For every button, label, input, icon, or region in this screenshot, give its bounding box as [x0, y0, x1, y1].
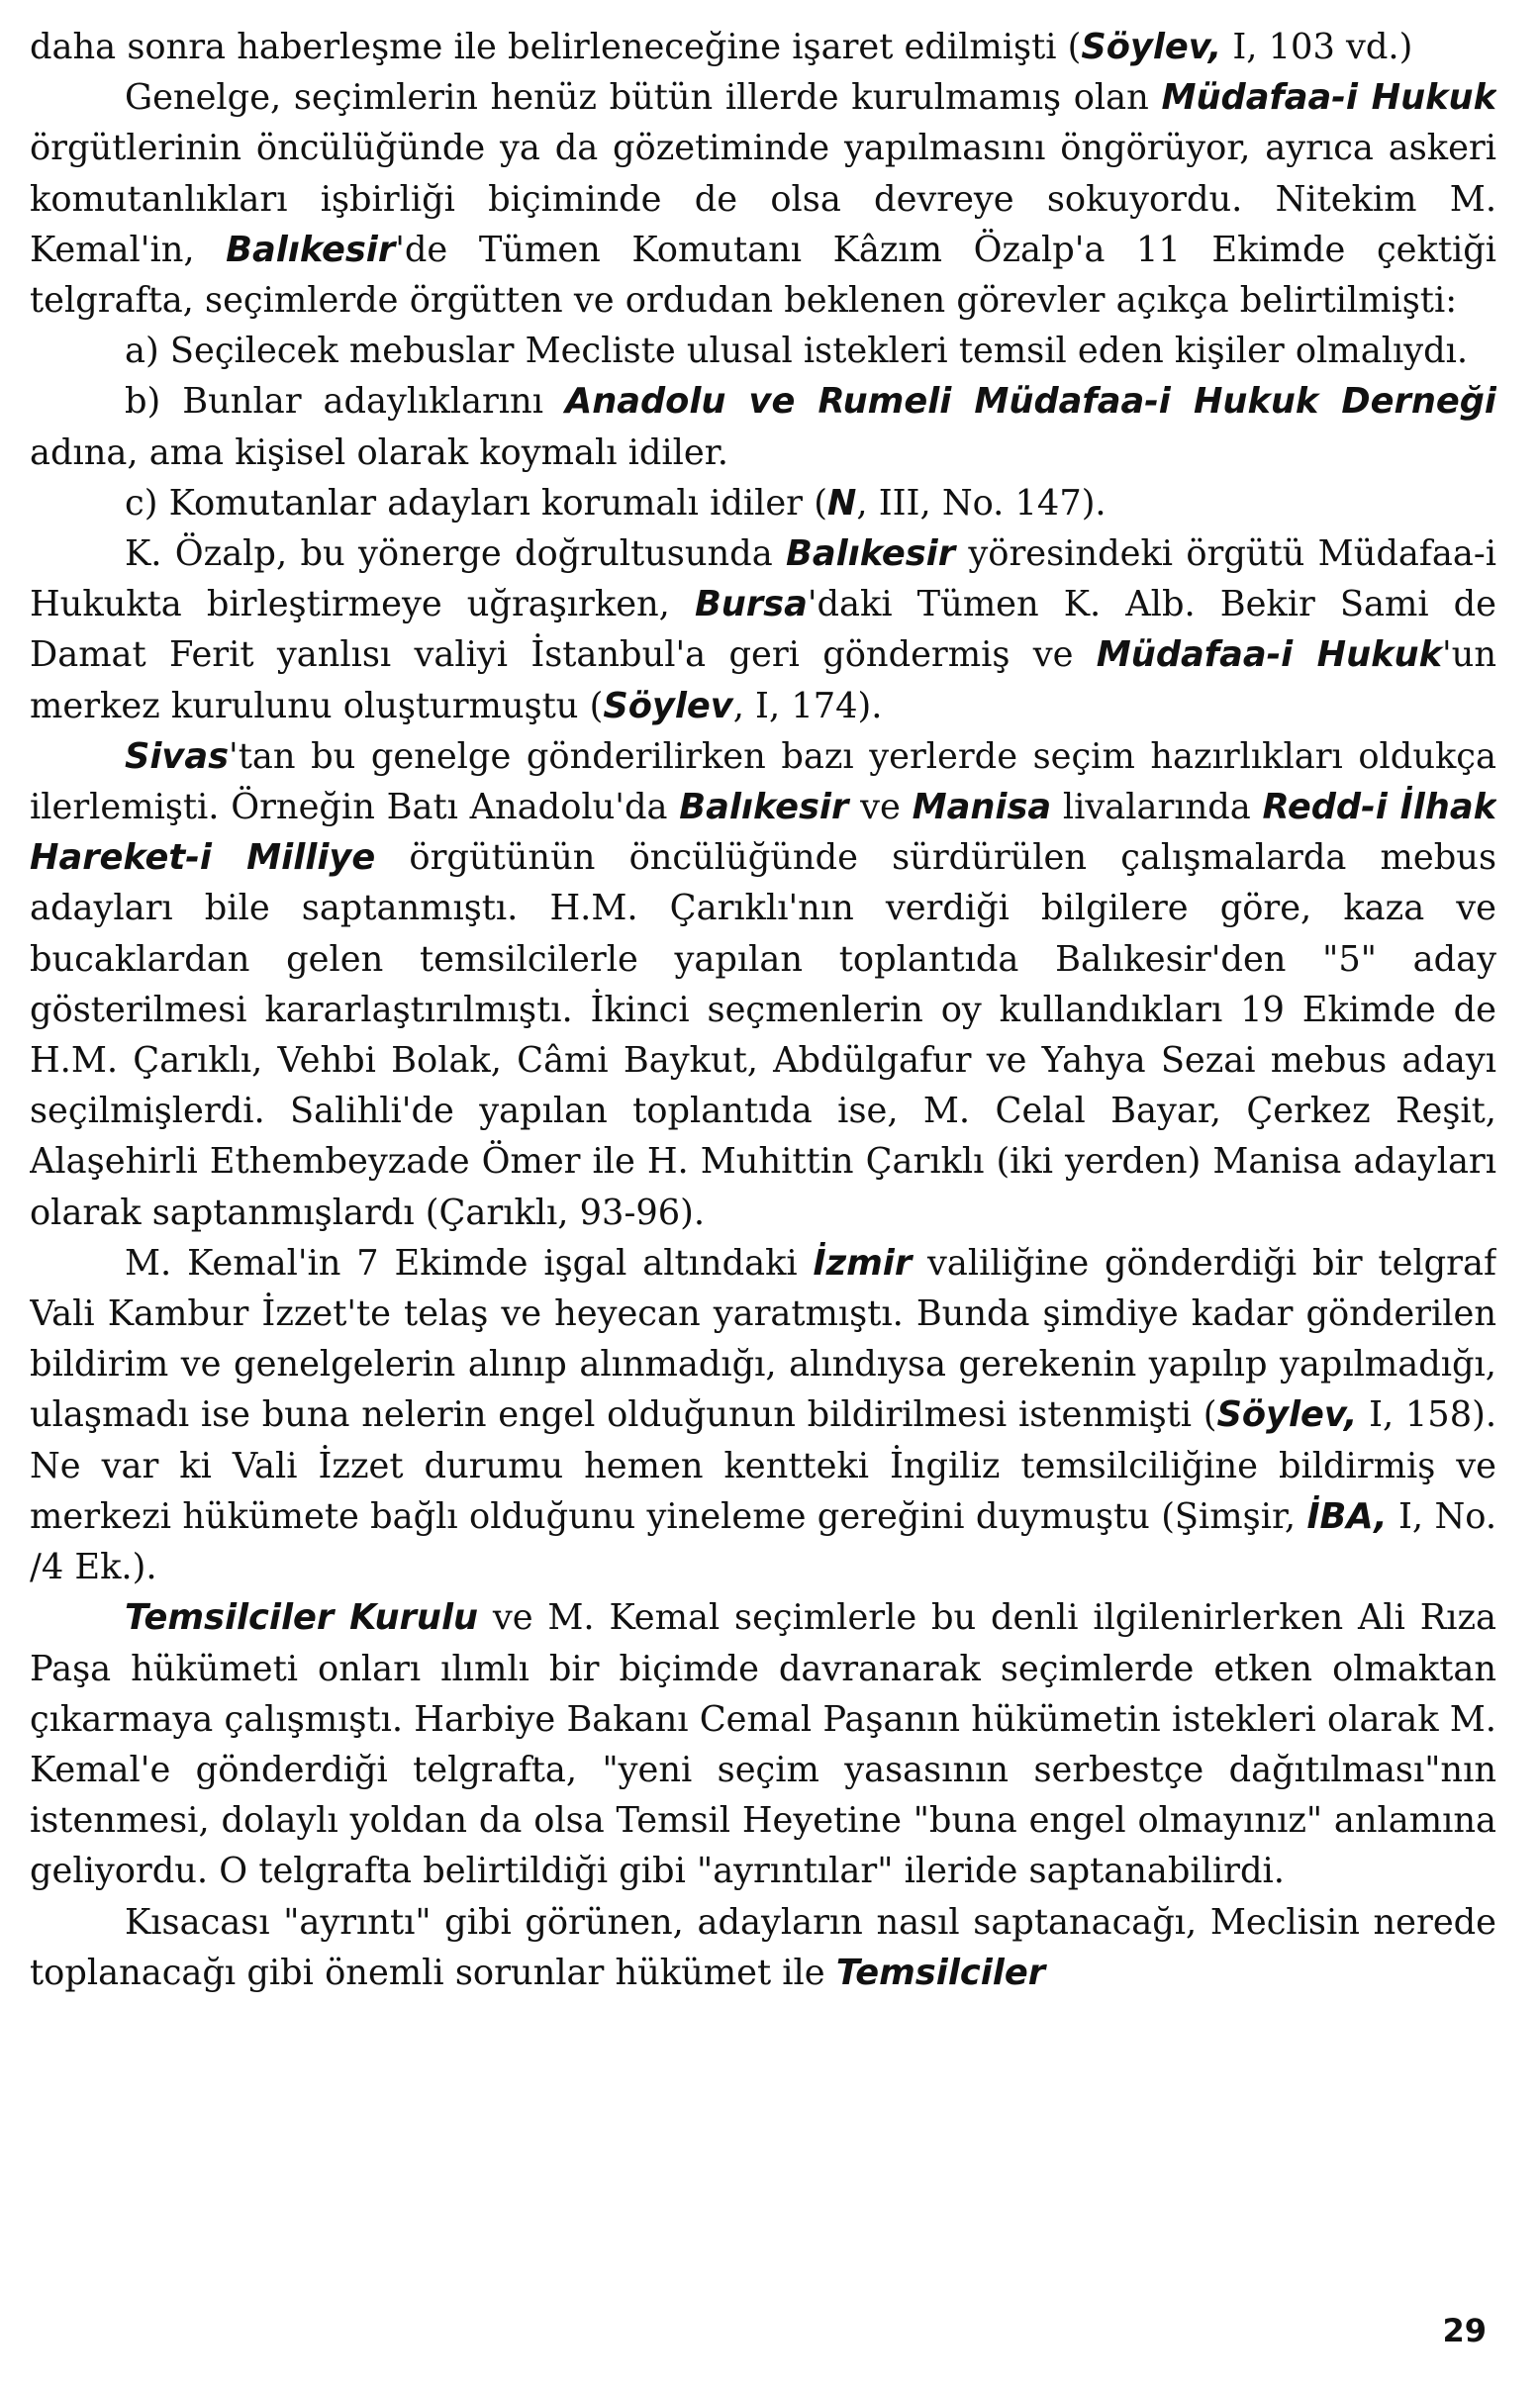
paragraph	[30, 731, 1496, 1238]
emphasized-term: Balıkesir	[679, 787, 849, 828]
emphasized-term: Temsilciler Kurulu	[125, 1597, 479, 1639]
paragraph	[30, 478, 1496, 528]
paragraph	[30, 326, 1496, 376]
text-segment: ve M. Kemal seçimlerle bu denli ilgilenirlerken Ali Rıza Paşa hükümeti onları ılımlı bir biçimde davranarak seçimlerde etken olmaktan çıkarmaya çalışmıştı. Harbiye Bakanı Cemal Paşanın hükümetin istekleri olarak M. Kemal'e gönderdiği telgrafta, "yeni seçim yasasının serbestçe dağıtılması"nın istenmesi, dolaylı yoldan da olsa Temsil Heyetine "buna engel olmayınız" anlamına geliyordu. O telgrafta belirtildiği gibi "ayrıntılar" ileride saptanabilirdi.	[30, 1597, 1496, 1892]
text-segment: M. Kemal'in 7 Ekimde işgal altındaki	[125, 1242, 814, 1284]
emphasized-term: Söylev	[603, 685, 733, 726]
emphasized-term: Anadolu ve Rumeli Müdafaa-i Hukuk Derneği	[564, 381, 1496, 423]
paragraph	[30, 528, 1496, 731]
emphasized-term: Sivas	[125, 735, 230, 777]
text-segment: c) Komutanlar adayları korumalı idiler (	[125, 482, 827, 524]
emphasized-term: N	[826, 482, 857, 524]
emphasized-term: Balıkesir	[226, 229, 396, 270]
text-segment: I, 103 vd.)	[1221, 27, 1413, 67]
paragraph	[30, 1897, 1496, 1998]
text-segment: I, 158). Ne var ki Vali İzzet durumu hemen kentteki İngiliz temsilciliğine bildirmiş ve merkezi hükümete bağlı olduğunu yineleme gereğini duymuştu (Şimşir,	[30, 1394, 1496, 1537]
text-segment: 'un merkez kurulunu oluşturmuştu (	[30, 634, 1496, 726]
text-segment: a) Seçilecek mebuslar Mecliste ulusal istekleri temsil eden kişiler olmalıydı.	[125, 331, 1469, 372]
text-segment: I, No. /4 Ek.).	[30, 1495, 1496, 1588]
emphasized-term: Temsilciler	[835, 1952, 1046, 1993]
text-segment: 'tan bu genelge gönderilirken bazı yerlerde seçim hazırlıkları oldukça ilerlemişti. Örneğin Batı Anadolu'da	[30, 735, 1496, 828]
text-segment: 'de Tümen Komutanı Kâzım Özalp'a 11 Ekimde çektiği telgrafta, seçimlerde örgütten ve ordudan beklenen görevler açıkça belirtilmişti:	[30, 229, 1496, 322]
paragraph	[30, 1238, 1496, 1592]
text-segment: , III, No. 147).	[856, 482, 1107, 524]
emphasized-term: Söylev,	[1081, 27, 1222, 67]
text-segment: 'daki Tümen K. Alb. Bekir Sami de Damat Ferit yanlısı valiyi İstanbul'a geri göndermiş ve	[30, 584, 1496, 676]
text-segment: daha sonra haberleşme ile belirleneceğine işaret edilmişti (	[30, 27, 1082, 67]
text-segment: örgütünün öncülüğünde sürdürülen çalışmalarda mebus adayları bile saptanmıştı. H.M. Çarıklı'nın verdiği bilgilere göre, kaza ve bucaklardan gelen temsilcilerle yapılan toplantıda Balıkesir'den "5" aday gösterilmesi kararlaştırılmıştı. İkinci seçmenlerin oy kullandıkları 19 Ekimde de H.M. Çarıklı, Vehbi Bolak, Câmi Baykut, Abdülgafur ve Yahya Sezai mebus adayı seçilmişlerdi. Salihli'de yapılan toplantıda ise, M. Celal Bayar, Çerkez Reşit, Alaşehirli Ethembeyzade Ömer ile H. Muhittin Çarıklı (iki yerden) Manisa adayları olarak saptanmışlardı (Çarıklı, 93-96).	[30, 837, 1496, 1233]
text-segment: , I, 174).	[732, 685, 883, 726]
emphasized-term: Müdafaa-i Hukuk	[1161, 77, 1496, 119]
emphasized-term: Bursa	[694, 584, 808, 625]
text-segment: K. Özalp, bu yönerge doğrultusunda	[125, 533, 787, 575]
emphasized-term: Balıkesir	[786, 533, 956, 575]
emphasized-term: Manisa	[912, 787, 1052, 828]
page-number: 29	[1442, 2312, 1487, 2349]
paragraph	[30, 376, 1496, 477]
text-segment: adına, ama kişisel olarak koymalı idiler.	[30, 431, 728, 473]
emphasized-term: Müdafaa-i Hukuk	[1096, 634, 1442, 676]
paragraph	[30, 72, 1496, 326]
text-segment: Kısacası "ayrıntı" gibi görünen, adayların nasıl saptanacağı, Meclisin nerede toplanacağı gibi önemli sorunlar hükümet ile	[30, 1901, 1496, 1993]
text-segment: Genelge, seçimlerin henüz bütün illerde kurulmamış olan	[125, 77, 1162, 119]
paragraph	[30, 22, 1496, 72]
text-segment: b) Bunlar adaylıklarını	[125, 381, 565, 423]
page-body	[30, 22, 1496, 2338]
paragraph	[30, 1592, 1496, 1896]
emphasized-term: İBA,	[1306, 1495, 1388, 1537]
emphasized-term: İzmir	[813, 1242, 913, 1284]
text-segment: örgütlerinin öncülüğünde ya da gözetiminde yapılmasını öngörüyor, ayrıca askeri komutanlıkları işbirliği biçiminde de olsa devreye sokuyordu. Nitekim M. Kemal'in,	[30, 128, 1496, 270]
emphasized-term: Redd-i İlhak Hareket-i Milliye	[30, 787, 1496, 879]
text-segment: valiliğine gönderdiği bir telgraf Vali Kambur İzzet'te telaş ve heyecan yaratmıştı. Bunda şimdiye kadar gönderilen bildirim ve genelgelerin alınıp alınmadığı, alındıysa gerekenin yapılıp yapılmadığı, ulaşmadı ise buna nelerin engel olduğunun bildirilmesi istenmişti (	[30, 1242, 1496, 1436]
text-segment: yöresindeki örgütü Müdafaa-i Hukukta birleştirmeye uğraşırken,	[30, 533, 1496, 625]
text-segment: ve	[848, 787, 913, 828]
text-segment: livalarında	[1051, 787, 1263, 828]
emphasized-term: Söylev,	[1216, 1394, 1358, 1436]
